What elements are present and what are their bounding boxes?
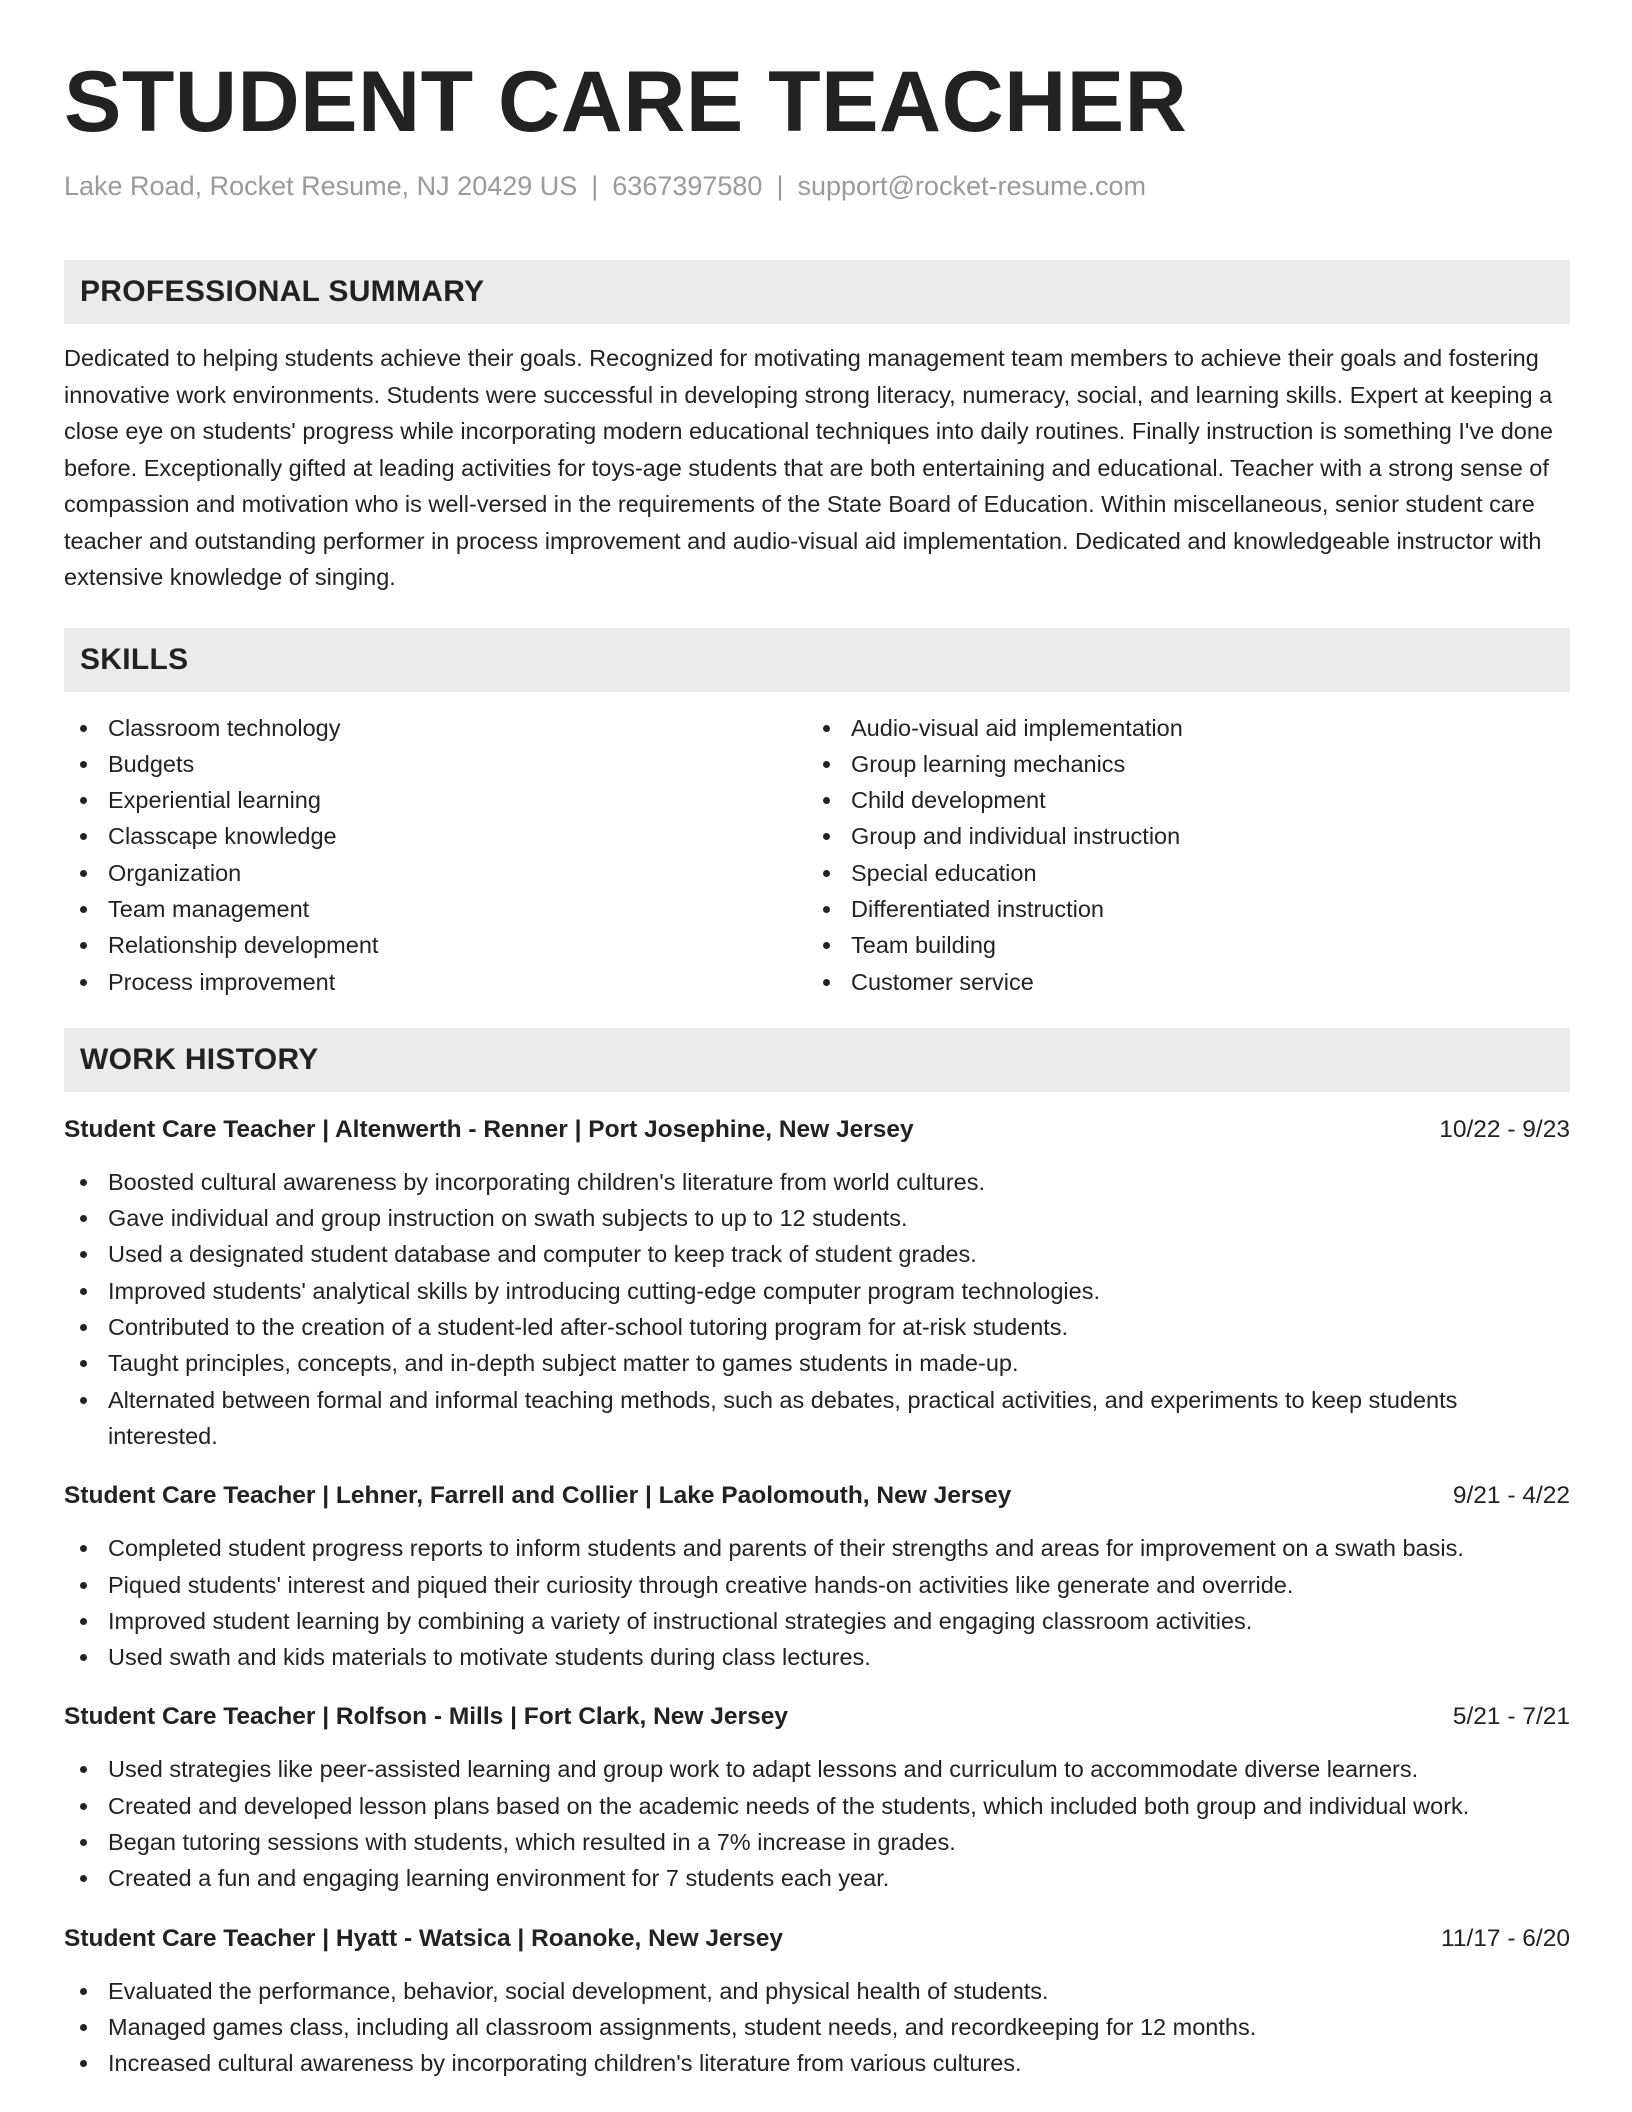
skill-item: Classcape knowledge [64, 818, 807, 854]
job-dates: 5/21 - 7/21 [1452, 1703, 1570, 1731]
job-entry [64, 1478, 1570, 1675]
skill-item: Differentiated instruction [807, 891, 1550, 927]
job-bullet: Used swath and kids materials to motivate students during class lectures. [64, 1639, 1570, 1675]
job-bullets [64, 1973, 1570, 2082]
skill-item: Special education [807, 855, 1550, 891]
skill-item: Relationship development [64, 927, 807, 963]
skill-item: Process improvement [64, 964, 807, 1000]
job-dates: 11/17 - 6/20 [1441, 1924, 1570, 1952]
skill-item: Experiential learning [64, 782, 807, 818]
job-bullet: Created and developed lesson plans based on the academic needs of the students, which included both group and individual work. [64, 1788, 1570, 1824]
job-entry [64, 1112, 1570, 1454]
job-title: Student Care Teacher | Rolfson - Mills | Fort Clark, New Jersey [64, 1703, 788, 1731]
contact-email: support@rocket-resume.com [797, 171, 1146, 201]
job-bullet: Improved student learning by combining a variety of instructional strategies and engaging classroom activities. [64, 1603, 1570, 1639]
job-bullet: Improved students' analytical skills by introducing cutting-edge computer program technologies. [64, 1273, 1570, 1309]
job-header [64, 1921, 1570, 1957]
skill-item: Customer service [807, 964, 1550, 1000]
skill-item: Child development [807, 782, 1550, 818]
skills-column-left [64, 710, 807, 1000]
skill-item: Budgets [64, 746, 807, 782]
job-bullet: Gave individual and group instruction on swath subjects to up to 12 students. [64, 1200, 1570, 1236]
contact-separator: | [776, 171, 784, 201]
job-entry [64, 1699, 1570, 1896]
skill-item: Organization [64, 855, 807, 891]
job-bullet: Boosted cultural awareness by incorporating children's literature from world cultures. [64, 1164, 1570, 1200]
job-bullet: Used a designated student database and computer to keep track of student grades. [64, 1236, 1570, 1272]
resume-page [64, 52, 1570, 2082]
job-dates: 10/22 - 9/23 [1439, 1115, 1570, 1143]
job-bullets [64, 1164, 1570, 1454]
skill-item: Group and individual instruction [807, 818, 1550, 854]
job-title: Student Care Teacher | Altenwerth - Renner | Port Josephine, New Jersey [64, 1115, 914, 1143]
skills-section-header: SKILLS [64, 628, 1570, 692]
job-bullet: Used strategies like peer-assisted learning and group work to adapt lessons and curriculum to accommodate diverse learners. [64, 1751, 1570, 1787]
skill-item: Classroom technology [64, 710, 807, 746]
job-bullets [64, 1530, 1570, 1675]
job-entry [64, 1921, 1570, 2082]
job-bullet: Piqued students' interest and piqued their curiosity through creative hands-on activities like generate and override. [64, 1567, 1570, 1603]
summary-section-header: PROFESSIONAL SUMMARY [64, 260, 1570, 324]
job-bullet: Managed games class, including all classroom assignments, student needs, and recordkeeping for 12 months. [64, 2009, 1570, 2045]
job-header [64, 1699, 1570, 1735]
job-bullet: Evaluated the performance, behavior, social development, and physical health of students. [64, 1973, 1570, 2009]
job-bullet: Completed student progress reports to inform students and parents of their strengths and areas for improvement on a swath basis. [64, 1530, 1570, 1566]
job-bullet: Created a fun and engaging learning environment for 7 students each year. [64, 1860, 1570, 1896]
job-bullets [64, 1751, 1570, 1896]
job-bullet: Contributed to the creation of a student-led after-school tutoring program for at-risk students. [64, 1309, 1570, 1345]
job-bullet: Began tutoring sessions with students, which resulted in a 7% increase in grades. [64, 1824, 1570, 1860]
contact-separator: | [591, 171, 599, 201]
job-header [64, 1112, 1570, 1148]
contact-phone: 6367397580 [612, 171, 763, 201]
contact-line [64, 168, 1570, 204]
job-header [64, 1478, 1570, 1514]
job-bullet: Alternated between formal and informal teaching methods, such as debates, practical activities, and experiments to keep students interested. [64, 1382, 1570, 1455]
summary-text: Dedicated to helping students achieve their goals. Recognized for motivating management team members to achieve their goals and fostering innovative work environments. Students were successful in developing strong literacy, numeracy, social, and learning skills. Expert at keeping a close eye on students' progress while incorporating modern educational techniques into daily routines. Finally instruction is something I've done before. Exceptionally gifted at leading activities for toys-age students that are both entertaining and educational. Teacher with a strong sense of compassion and motivation who is well-versed in the requirements of the State Board of Education. Within miscellaneous, senior student care teacher and outstanding performer in process improvement and audio-visual aid implementation. Dedicated and knowledgeable instructor with extensive knowledge of singing. [64, 345, 1554, 590]
skill-item: Team management [64, 891, 807, 927]
candidate-name: STUDENT CARE TEACHER [64, 54, 1188, 150]
skill-item: Group learning mechanics [807, 746, 1550, 782]
work-history-section-header: WORK HISTORY [64, 1028, 1570, 1092]
skill-item: Team building [807, 927, 1550, 963]
job-title: Student Care Teacher | Lehner, Farrell and Collier | Lake Paolomouth, New Jersey [64, 1482, 1012, 1510]
skill-item: Audio-visual aid implementation [807, 710, 1550, 746]
job-bullet: Taught principles, concepts, and in-depth subject matter to games students in made-up. [64, 1345, 1570, 1381]
job-title: Student Care Teacher | Hyatt - Watsica | Roanoke, New Jersey [64, 1924, 784, 1952]
job-bullet: Increased cultural awareness by incorporating children's literature from various cultures. [64, 2045, 1570, 2081]
skills-column-right [807, 710, 1550, 1000]
job-dates: 9/21 - 4/22 [1452, 1482, 1570, 1510]
skills-list [64, 710, 1570, 1000]
contact-address: Lake Road, Rocket Resume, NJ 20429 US [64, 171, 578, 201]
